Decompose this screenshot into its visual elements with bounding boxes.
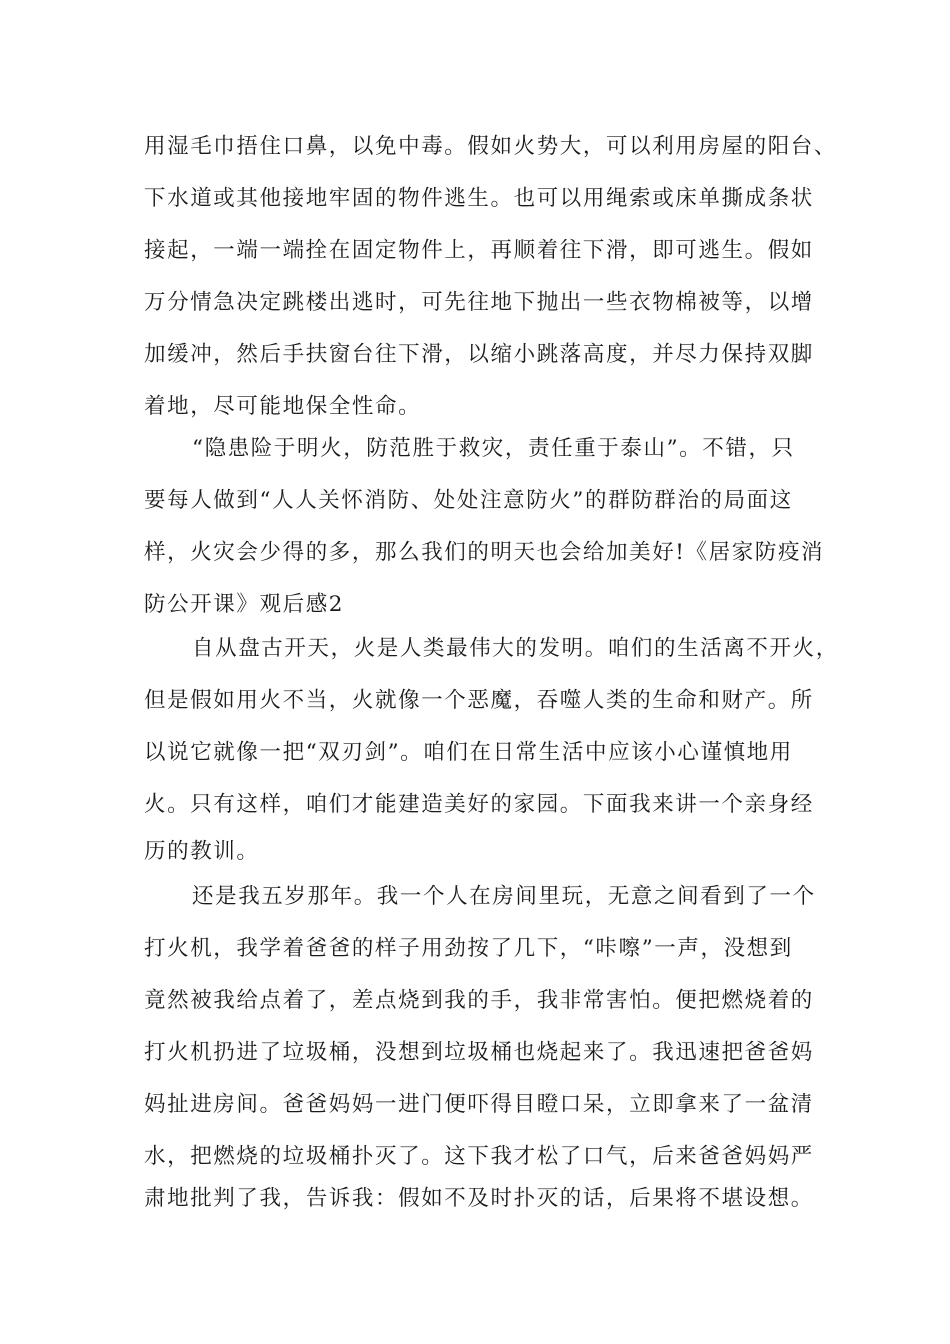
- text-line: 样，火灾会少得的多，那么我们的明天也会给加美好!《居家防疫消: [144, 540, 825, 565]
- text-line: 加缓冲，然后手扶窗台往下滑，以缩小跳落高度，并尽力保持双脚: [144, 342, 814, 367]
- text-line: 历的教训。: [144, 839, 260, 864]
- text-line: 肃地批判了我，告诉我：假如不及时扑灭的话，后果将不堪设想。: [144, 1186, 814, 1211]
- text-line: 用湿毛巾捂住口鼻，以免中毒。假如火势大，可以利用房屋的阳台、: [144, 134, 838, 159]
- text-line: 火。只有这样，咱们才能建造美好的家园。下面我来讲一个亲身经: [144, 792, 814, 817]
- paragraph-first-line: 自从盘古开天，火是人类最伟大的发明。咱们的生活离不开火，: [192, 636, 839, 661]
- text-line: 打火机，我学着爸爸的样子用劲按了几下，“咔嚓”一声，没想到: [144, 936, 793, 961]
- text-line: 要每人做到“人人关怀消防、处处注意防火”的群防群治的局面这: [144, 488, 793, 513]
- text-line: 防公开课》观后感2: [144, 592, 345, 617]
- text-line: 妈扯进房间。爸爸妈妈一进门便吓得目瞪口呆，立即拿来了一盆清: [144, 1092, 814, 1117]
- text-line: 以说它就像一把“双刃剑”。咱们在日常生活中应该小心谨慎地用: [144, 740, 793, 765]
- text-line: 竟然被我给点着了，差点烧到我的手，我非常害怕。便把燃烧着的: [144, 988, 814, 1013]
- text-line: 打火机扔进了垃圾桶，没想到垃圾桶也烧起来了。我迅速把爸爸妈: [144, 1040, 814, 1065]
- text-line: 但是假如用火不当，火就像一个恶魔，吞噬人类的生命和财产。所: [144, 688, 814, 713]
- text-line: 下水道或其他接地牢固的物件逃生。也可以用绳索或床单撕成条状: [144, 186, 814, 211]
- text-line: 着地，尽可能地保全性命。: [144, 394, 422, 419]
- text-line: 接起，一端一端拴在固定物件上，再顺着往下滑，即可逃生。假如: [144, 238, 814, 263]
- paragraph-first-line: 还是我五岁那年。我一个人在房间里玩，无意之间看到了一个: [192, 884, 816, 909]
- text-line: 水，把燃烧的垃圾桶扑灭了。这下我才松了口气，后来爸爸妈妈严: [144, 1144, 814, 1169]
- paragraph-first-line: “隐患险于明火，防范胜于救灾，责任重于泰山”。不错，只: [192, 436, 795, 461]
- text-line: 万分情急决定跳楼出逃时，可先往地下抛出一些衣物棉被等，以增: [144, 290, 814, 315]
